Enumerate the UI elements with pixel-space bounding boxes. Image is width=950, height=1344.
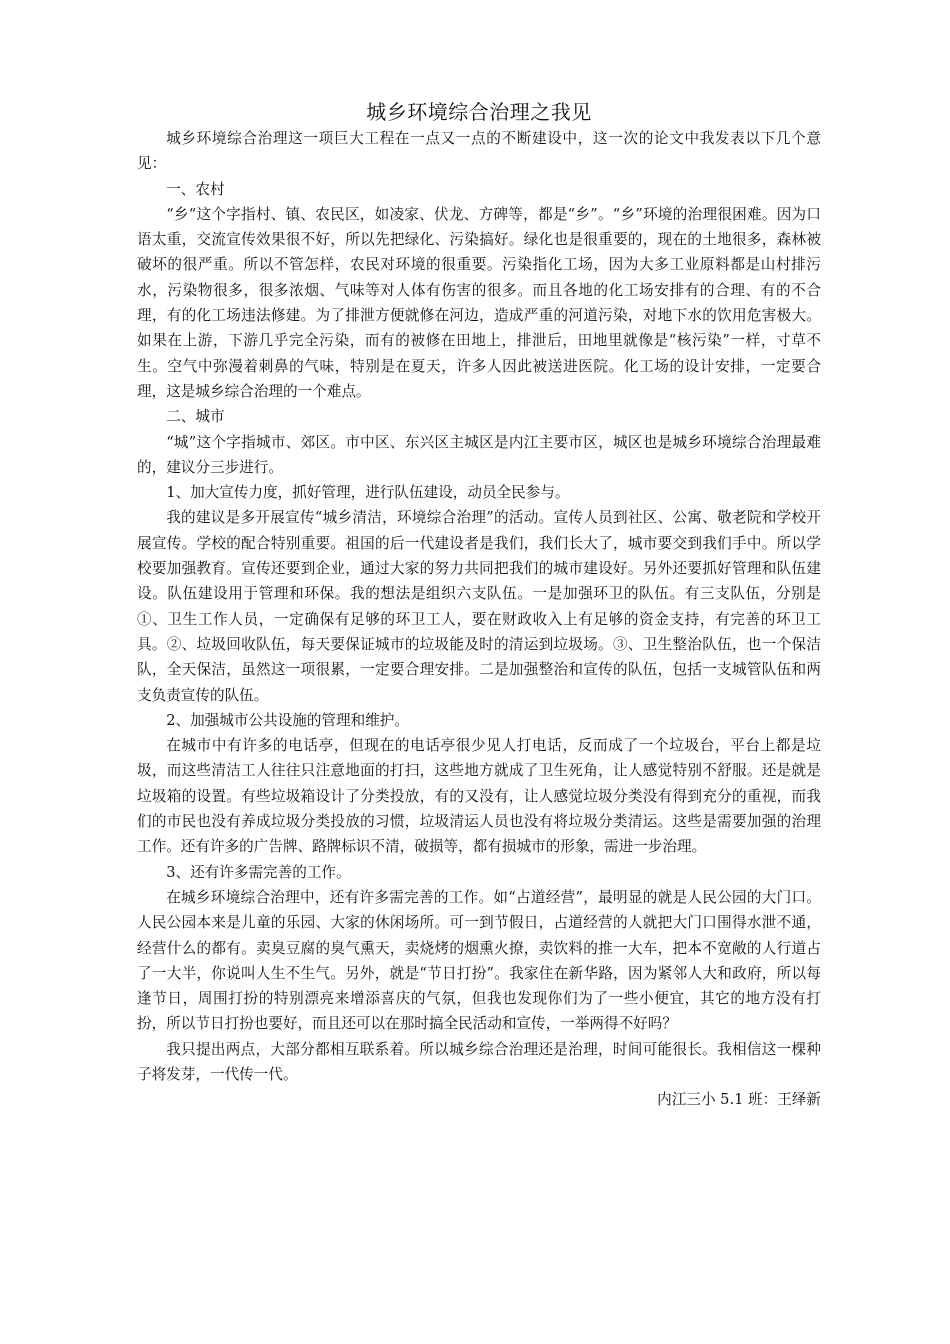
subsection-heading-2: 2、加强城市公共设施的管理和维护。 (166, 711, 409, 729)
intro-paragraph: 城乡环境综合治理这一项巨大工程在一点又一点的不断建设中，这一次的论文中我发表以下几个意见： (137, 130, 821, 173)
conclusion-paragraph: 我只提出两点，大部分都相互联系着。所以城乡综合治理还是治理，时间可能很长。我相信这一棵种子将发芽，一代传一代。 (137, 1040, 821, 1083)
subsection-heading-1: 1、加大宣传力度，抓好管理，进行队伍建设，动员全民参与。 (166, 484, 570, 502)
city-intro-paragraph: “城”这个字指城市、郊区。市中区、东兴区主城区是内江主要市区，城区也是城乡环境综合治理最难的，建议分三步进行。 (137, 433, 821, 476)
section-heading-city: 二、城市 (166, 408, 225, 426)
section-heading-rural: 一、农村 (166, 180, 225, 198)
author-signature: 内江三小 5.1 班：王绎新 (657, 1091, 821, 1109)
publicity-paragraph: 我的建议是多开展宣传“城乡清洁，环境综合治理”的活动。宣传人员到社区、公寓、敬老院和学校开展宣传。学校的配合特别重要。祖国的后一代建设者是我们，我们长大了，城市要交到我们手中。所以学校要加强教育。宣传还要到企业，通过大家的努力共同把我们的城市建设好。另外还要抓好管理和队伍建设。队伍建设用于管理和环保。我的想法是组织六支队伍。一是加强环卫的队伍。有三支队伍，分别是①、卫生工作人员，一定确保有足够的环卫工人，要在财政收入上有足够的资金支持，有完善的环卫工具。②、垃圾回收队伍，每天要保证城市的垃圾能及时的清运到垃圾场。③、卫生整治队伍，也一个保洁队，全天保洁，虽然这一项很累，一定要合理安排。二是加强整治和宣传的队伍，包括一支城管队伍和两支负责宣传的队伍。 (137, 509, 821, 704)
improvement-paragraph: 在城乡环境综合治理中，还有许多需完善的工作。如“占道经营”，最明显的就是人民公园的大门口。人民公园本来是儿童的乐园、大家的休闲场所。可一到节假日，占道经营的人就把大门口围得水泄不通，经营什么的都有。卖臭豆腐的臭气熏天，卖烧烤的烟熏火撩，卖饮料的推一大车，把本不宽敞的人行道占了一大半，你说叫人生不生气。另外，就是“节日打扮”。我家住在新华路，因为紧邻人大和政府，所以每逢节日，周围打扮的特别漂亮来增添喜庆的气氛，但我也发现你们为了一些小便宜，其它的地方没有打扮，所以节日打扮也要好，而且还可以在那时搞全民活动和宣传，一举两得不好吗？ (137, 888, 821, 1033)
facilities-paragraph: 在城市中有许多的电话亭，但现在的电话亭很少见人打电话，反而成了一个垃圾台，平台上都是垃圾，而这些清洁工人往往只注意地面的打扫，这些地方就成了卫生死角，让人感觉特别不舒服。还是就是垃圾箱的设置。有些垃圾箱设计了分类投放，有的又没有，让人感觉垃圾分类没有得到充分的重视，而我们的市民也没有养成垃圾分类投放的习惯，垃圾清运人员也没有将垃圾分类清运。这些是需要加强的治理工作。还有许多的广告牌、路牌标识不清，破损等，都有损城市的形象，需进一步治理。 (137, 737, 821, 856)
rural-paragraph: “乡“这个字指村、镇、农民区，如凌家、伏龙、方碑等，都是“乡”。“乡”环境的治理很困难。因为口语太重，交流宣传效果很不好，所以先把绿化、污染搞好。绿化也是很重要的，现在的土地很多，森林被破坏的很严重。所以不管怎样，农民对环境的很重要。污染指化工场，因为大多工业原料都是山村排污水，污染物很多，很多浓烟、气味等对人体有伤害的很多。而且各地的化工场安排有的合理、有的不合理，有的化工场违法修建。为了排泄方便就修在河边，造成严重的河道污染，对地下水的饮用危害极大。如果在上游，下游几乎完全污染，而有的被修在田地上，排泄后，田地里就像是“核污染”一样，寸草不生。空气中弥漫着刺鼻的气味，特别是在夏天，许多人因此被送进医院。化工场的设计安排，一定要合理，这是城乡综合治理的一个难点。 (137, 205, 821, 400)
document-page (137, 97, 821, 1113)
document-title: 城乡环境综合治理之我见 (366, 100, 592, 124)
subsection-heading-3: 3、还有许多需完善的工作。 (166, 863, 351, 881)
